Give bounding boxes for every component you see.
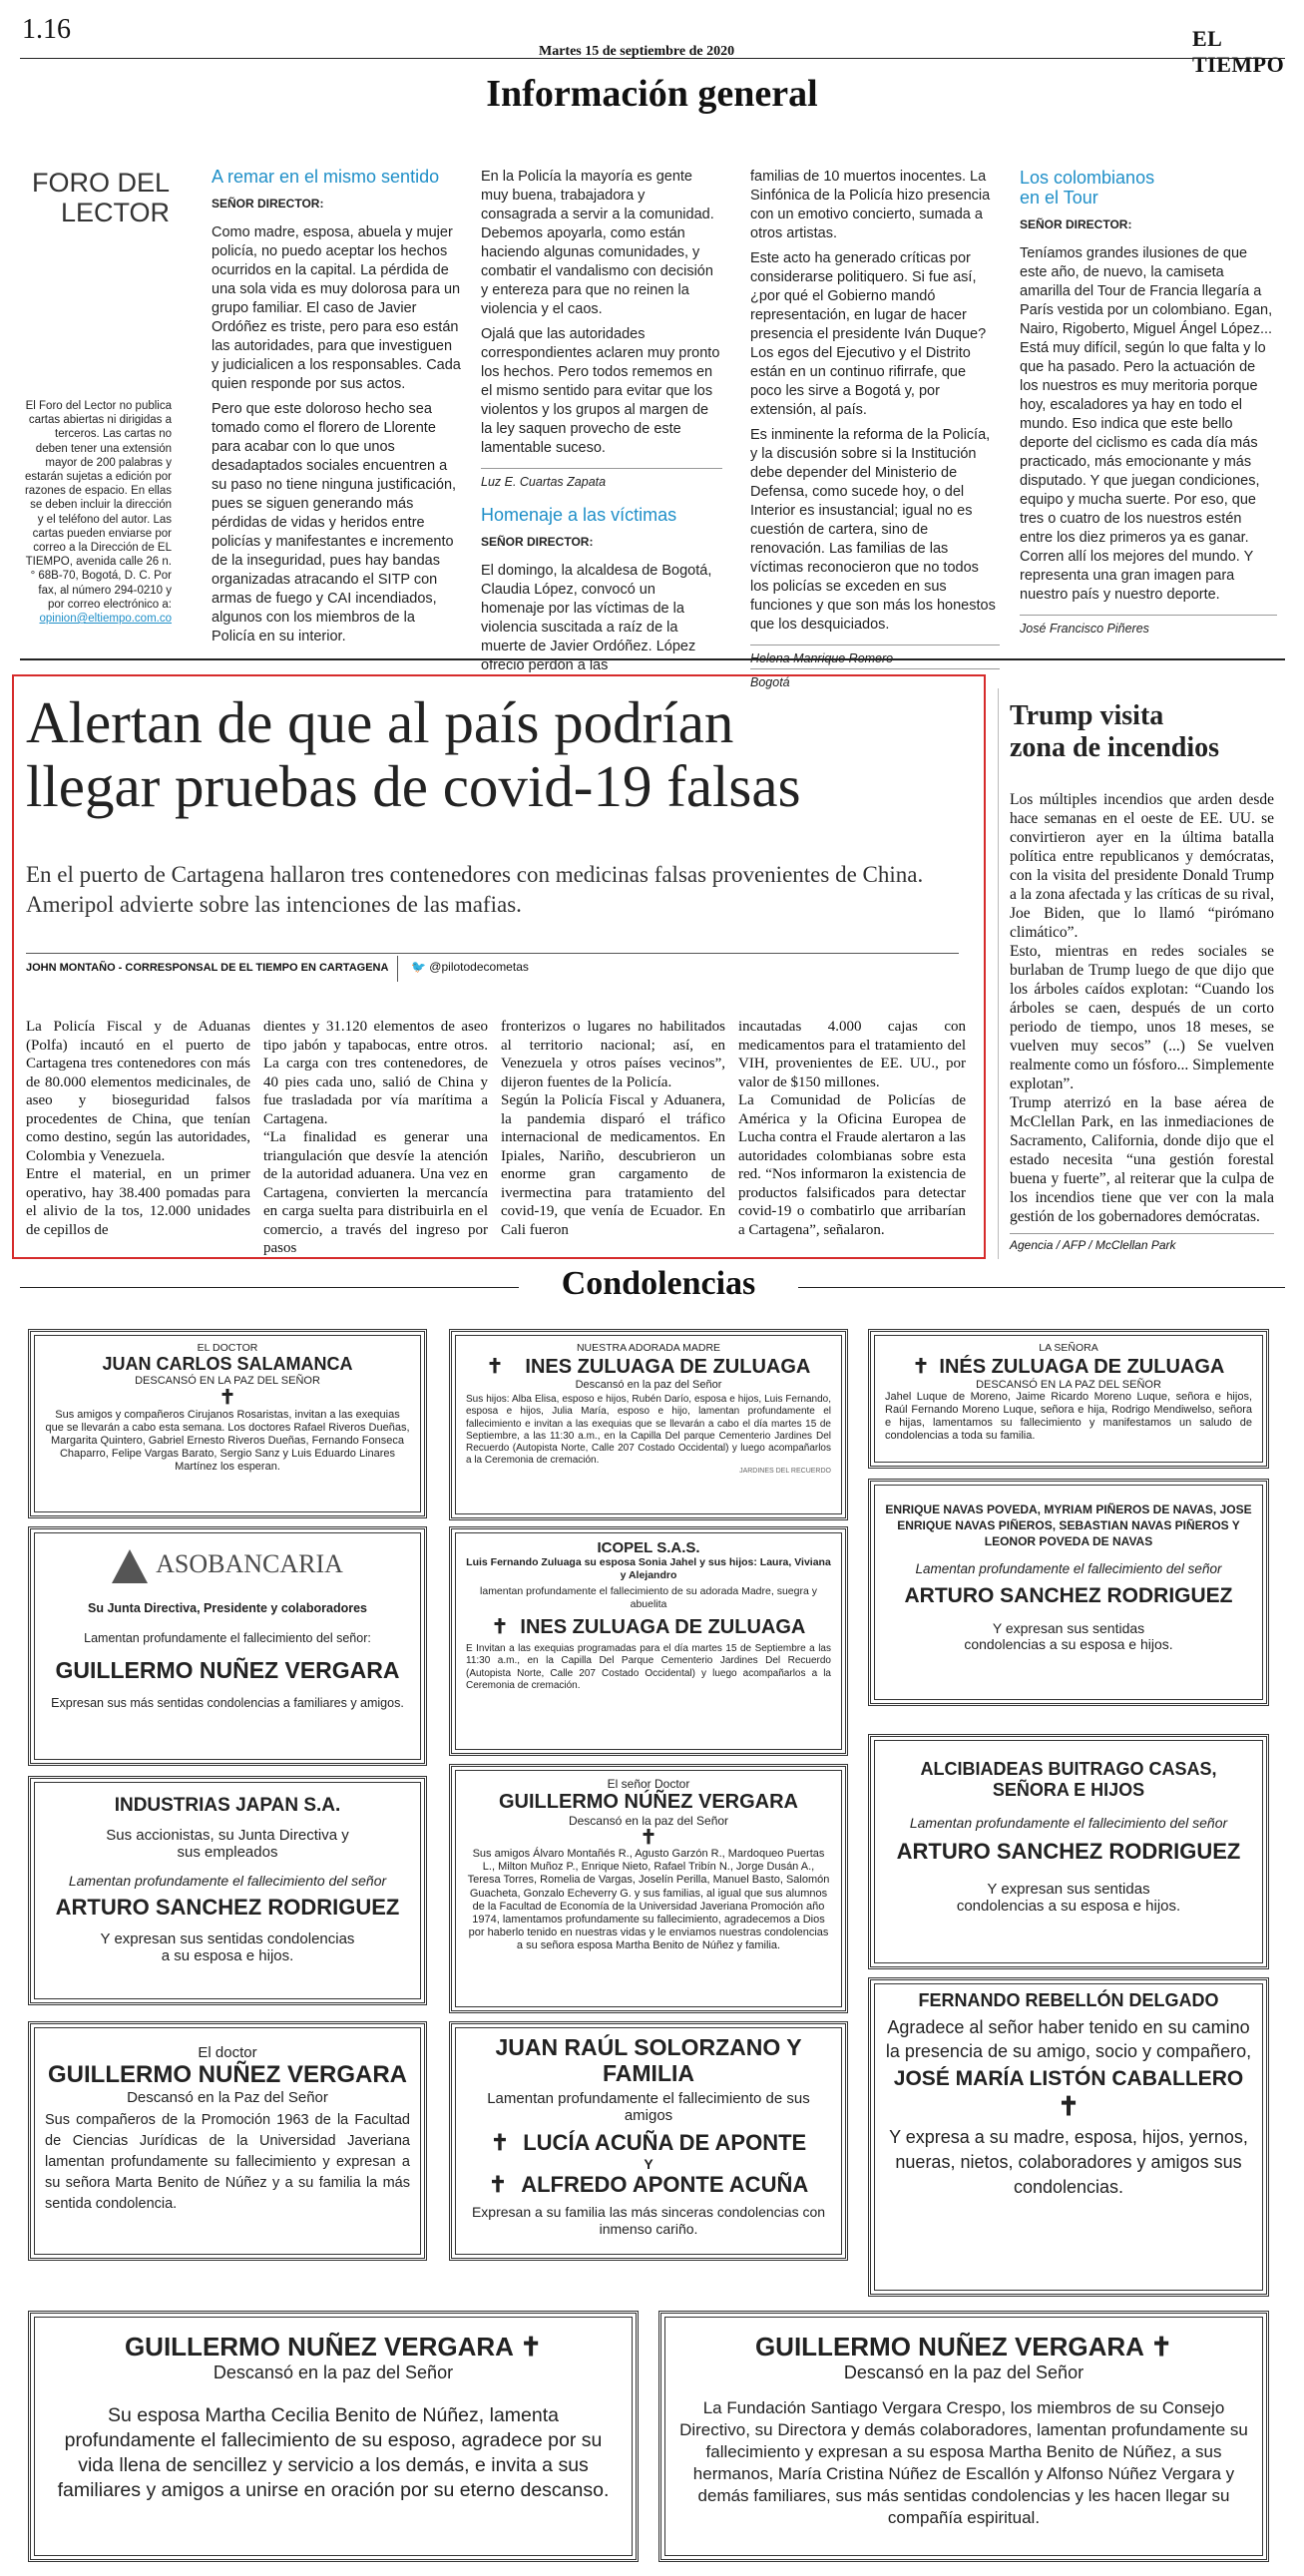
cond-pre: JUAN RAÚL SOLORZANO Y FAMILIA — [495, 2034, 802, 2086]
cond-pre: INDUSTRIAS JAPAN S.A. — [114, 1795, 341, 1816]
cond-pre: ICOPEL S.A.S. — [597, 1539, 700, 1556]
page-date: Martes 15 de septiembre de 2020 — [539, 44, 735, 59]
cross-icon: ✝ — [912, 1356, 930, 1378]
letter-signature: Luz E. Cuartas Zapata — [481, 468, 722, 492]
cross-icon: ✝ — [640, 1827, 657, 1849]
cond-sub: Descansó en la paz del Señor — [575, 1379, 722, 1391]
letter-paragraph: Teníamos grandes ilusiones de que este año, de nuevo, la camiseta amarilla del Tour de Francia llegaría a París vestida por un colombiano. Egan, Nairo, Rigoberto, Miguel Ángel López... Está muy difícil, según lo que falta y lo que ha pasado. Pero la actuación de los nuestros es muy meritoria porque hoy, escaladores ya hay en todo el mundo. Eso indica que este bello deporte del ciclismo es cada día más practicado, más emocionante y más disputado. Y que juegan condiciones, equipo y mucha suerte. Por eso, que tres o cuatro de los nuestros estén entre los diez primeros ya es ganar. Corren allí los mejores del mundo. Y representa una gran imagen para nuestro país y nuestro deporte. — [1020, 245, 1273, 603]
cond-sub: Descansó en la paz del Señor — [843, 2362, 1085, 2382]
cond-pre: El señor Doctor — [607, 1777, 690, 1791]
foro-title — [30, 168, 170, 227]
condolence-asobancaria — [28, 1526, 427, 1766]
page-number: 1.16 — [22, 14, 71, 45]
letter-paragraph: Pero que este doloroso hecho sea tomado como el florero de Llorente para acabar con lo que unos desadaptados sociales encuentren a su paso no tiene ninguna justificación, pues se siguen generando más pérdidas de vidas y heridos entre policías y manifestantes e incremento de la inseguridad, pues hay bandas organizadas atracando el SITP con armas de fuego y CAI incendiados, algunos con los miembros de la Policía en su interior. — [212, 401, 457, 644]
letter-city: Bogotá — [750, 668, 1000, 692]
jardines-logo: JARDINES DEL RECUERDO — [739, 1467, 831, 1475]
cond-line: Su Junta Directiva, Presidente y colaboradores — [88, 1601, 367, 1616]
asobancaria-triangle-icon — [112, 1549, 148, 1583]
cross-icon: ✝ — [488, 2172, 508, 2197]
article-byline: JOHN MONTAÑO - CORRESPONSAL DE EL TIEMPO EN CARTAGENA — [26, 962, 389, 974]
trump-body: Los múltiples incendios que arden desde hace semanas en el oeste de EE. UU. se convirtieron ayer en la última batalla política entre republicanos y demócratas, con la visita del presidente Donald Trump a la zona afectada y las críticas de su rival, Joe Biden, que lo llamó “pirómano climático”. Esto, mientras en redes sociales se burlaban de Trump luego de que dijo que los árboles caídos explotan: “Cuando los árboles se caen, después de un corto periodo de tiempo, unos 18 meses, se vuelven muy secos” (...) Se vuelven realmente como un fósforo... Simplemente explotan”. Trump aterrizó en la base aérea de McClellan Park, en las inmediaciones de Sacramento, California, donde dijo que el estado necesita “una gestión forestal buena y fuerte”, al reiterar que la culpa de los incendios tiene que ver con la mala gestión de los gobernadores demócratas. — [1010, 791, 1274, 1225]
cond-line: Y expresan sus sentidas condolencias a su esposa e hijos. — [956, 1881, 1181, 1915]
condolence-aponte — [449, 2021, 848, 2261]
article-col2: dientes y 31.120 elementos de aseo tipo jabón y tapabocas, entre otros. La carga con tres contenedores, de 40 pies cada uno, salió de China y fue trasladada por vía marítima a Cartagena. “La finalidad es generar una triangulación que desvíe la atención de la autoridad aduanera. Una vez en Cartagena, convierten la mercancía en carga suelta para distribuirla en el comercio, a través del ingreso por pasos — [263, 1019, 488, 1256]
cond-line: Agradece al señor haber tenido en su camino la presencia de su amigo, socio y compañero, — [885, 2017, 1252, 2061]
twitter-handle-text: @pilotodecometas — [429, 960, 529, 974]
headline-line2: llegar pruebas de covid-19 falsas — [26, 753, 801, 819]
cross-icon: ✝ — [1058, 2091, 1080, 2121]
cond-name-row: ✝ LUCÍA ACUÑA DE APONTE — [490, 2130, 807, 2155]
cond-line: Y expresan sus sentidas condolencias a su esposa e hijos. — [100, 1931, 355, 1964]
cond-sub: Descansó en la paz del Señor — [213, 2362, 454, 2382]
letter-paragraph: En la Policía la mayoría es gente muy buena, trabajadora y consagrada a servir a la comunidad. Debemos apoyarla, como están haciendo algunas comunidades, y combatir el vandalismo con decisión y entereza para que no reinen la violencia y el caos. — [481, 169, 714, 317]
cond-name-row: ✝ INES ZULUAGA DE ZULUAGA — [486, 1356, 811, 1378]
cond-line: Expresan sus más sentidas condolencias a familiares y amigos. — [51, 1696, 404, 1711]
cond-name: GUILLERMO NÚÑEZ VERGARA — [499, 1791, 798, 1813]
letter-paragraph: Es inminente la reforma de la Policía, y la discusión sobre si la Institución debe depender del Ministerio de Defensa, como sucede hoy, o del Interior es insustancial; igual no es cuestión de cartera, sino de renovación. Las familias de las víctimas reconocieron que no todos los policías se exceden en sus funciones y que son más los honestos que los desquiciados. — [750, 427, 996, 633]
cond-name-row: ✝ INÉS ZULUAGA DE ZULUAGA — [912, 1356, 1225, 1378]
letter-salutation: SEÑOR DIRECTOR: — [481, 535, 594, 549]
letter-title: Los colombianos en el Tour — [1020, 168, 1155, 208]
cond-sub: Descansó en la paz del Señor — [568, 1814, 729, 1828]
condolencias-rule-left — [20, 1287, 519, 1288]
condolence-salamanca — [28, 1329, 427, 1518]
letter-paragraph: Como madre, esposa, abuela y mujer policía, no puedo aceptar los hechos ocurridos en la capital. La pérdida de una sola vida es muy dolorosa para un grupo familiar. El caso de Javier Ordóñez es triste, pero para eso están las autoridades, para que investiguen y judicialicen a los responsables. Cada quien responde por sus actos. — [212, 224, 461, 392]
cond-sub: DESCANSÓ EN LA PAZ DEL SEÑOR — [976, 1379, 1161, 1391]
trump-credit: Agencia / AFP / McClellan Park — [1010, 1233, 1274, 1252]
letters-rule — [20, 658, 1285, 660]
cond-pre: ALCIBIADEAS BUITRAGO CASAS, SEÑORA E HIJOS — [920, 1759, 1217, 1800]
cond-line: Luis Fernando Zuluaga su esposa Sonia Jahel y sus hijos: Laura, Viviana y Alejandro — [466, 1556, 831, 1581]
article-col1: La Policía Fiscal y de Aduanas (Polfa) incautó en el puerto de Cartagena tres contenedores con más de 80.000 elementos medicinales, de aseo y bioseguridad falsos procedentes de China, que tenían como destino, según las autoridades, Colombia y Venezuela. Entre el material, en un primer operativo, hay 38.400 pomadas para el alivio de la tos, 12.000 unidades de cepillos de — [26, 1019, 250, 1238]
foro-title-line2: LECTOR — [60, 198, 170, 227]
cond-name: ARTURO SANCHEZ RODRIGUEZ — [896, 1839, 1241, 1864]
byline-divider — [397, 956, 398, 982]
cond-name: ARTURO SANCHEZ RODRIGUEZ — [55, 1895, 400, 1920]
cond-line: Lamentan profundamente el fallecimiento del señor — [909, 1815, 1228, 1831]
letter-a-remar — [212, 168, 461, 652]
cond-body: Sus compañeros de la Promoción 1963 de la Facultad de Ciencias Jurídicas de la Universidad Javeriana lamentan profundamente su fallecimiento y expresan a su señora Marta Benito de Núñez y a su familia la más sentida condolencia. — [45, 2112, 410, 2212]
cond-line: Y expresan sus sentidas condolencias a su esposa e hijos. — [964, 1620, 1173, 1652]
cond-name-row: GUILLERMO NUÑEZ VERGARA ✝ — [124, 2332, 543, 2361]
letter-homenaje-cont — [750, 168, 1000, 692]
letter-a-remar-cont — [481, 168, 722, 681]
twitter-icon: 🐦 — [411, 960, 426, 974]
cond-name: JUAN CARLOS SALAMANCA — [102, 1354, 353, 1374]
article-col4: incautadas 4.000 cajas con medicamentos para el tratamiento del VIH, provenientes de EE. UU., por valor de $150 millones. La Comunidad de Policías de América y la Oficina Europea de Lucha contra el Fraude alertaron a las autoridades colombianas sobre esta red. “Nos informaron la existencia de productos falsificados para detectar covid-19 o combatirlo que arribarían a Cartagena”, señalaron. — [738, 1019, 966, 1238]
cross-icon: ✝ — [486, 1356, 504, 1378]
cond-line: Sus accionistas, su Junta Directiva y sus empleados — [106, 1827, 349, 1861]
cond-body: Sus hijos: Alba Elisa, esposo e hijos, Rubén Darío, esposa e hijos, Luis Fernando, esposa e hijos, Julia María, esposo e hijo, lamentan profundamente el fallecimiento e invitan a las exequias que se llevarán a cabo el día martes 15 de Septiembre, a las 11:30 a.m., en la Capilla Del parque Cementerio Jardines Del Recuerdo (Autopista Norte, Calle 207 Costado Occidental) y luego acompañarlos a la Ceremonia de cremación. — [466, 1394, 831, 1467]
byline-rule — [26, 953, 959, 954]
foro-title-line1: FORO DEL — [31, 168, 170, 198]
letter-tour — [1020, 168, 1277, 639]
condolence-zuluaga-2 — [868, 1329, 1269, 1469]
cond-line: Lamentan profundamente el fallecimiento del señor — [915, 1561, 1222, 1576]
cross-icon: ✝ — [520, 2332, 543, 2361]
cond-body: Sus amigos y compañeros Cirujanos Rosaristas, invitan a las exequias que se llevarán a cabo esta semana. Los doctores Rafael Riveros Dueñas, Margarita Quintero, Gabriel Ernesto Riveros Dueñas, Fernando Fonseca Chaparro, Felipe Vargas Barato, Sergio Sanz y Luis Eduardo Linares Martínez los esperan. — [45, 1409, 410, 1473]
cond-name-row: ✝ INES ZULUAGA DE ZULUAGA — [491, 1616, 806, 1638]
letter-signature: José Francisco Piñeres — [1020, 615, 1277, 639]
foro-note — [22, 399, 172, 626]
cond-name: GUILLERMO NUÑEZ VERGARA — [55, 1657, 400, 1684]
cond-body: Jahel Luque de Moreno, Jaime Ricardo Moreno Luque, señora e hijos, Raúl Fernando Moreno Luque, señora e hija, Rodrigo Mendiwelso, señora e hijas, lamentamos su fallecimiento y manifestamos un saludo de condolencias a toda su familia. — [885, 1391, 1252, 1442]
condolencias-title: Condolencias — [561, 1265, 756, 1302]
condolence-navas — [868, 1479, 1269, 1706]
cond-body: E Invitan a las exequias programadas para el día martes 15 de Septiembre a las 11:30 a.m., en la Capilla Del Parque Cementerio Jardines Del Recuerdo (Autopista Norte, Calle 207 Costado Occidental) y luego acompañarlos a la Ceremonia de cremación. — [466, 1643, 831, 1691]
foro-note-text: El Foro del Lector no publica cartas abiertas ni dirigidas a terceros. Las cartas no deben tener una extensión mayor de 200 palabras y estarán sujetas a edición por razones de espacio. En ellas se deben incluir la dirección y el teléfono del autor. Las cartas pueden enviarse por correo a la Dirección de EL TIEMPO, avenida calle 26 n.° 68B-70, Bogotá, D. C. Por fax, al número 294-0210 y por correo electrónico a: — [24, 400, 172, 611]
cond-line: Expresan a su familia las más sinceras condolencias con inmenso cariño. — [471, 2204, 826, 2237]
cond-line: Lamentan profundamente el fallecimiento del señor — [68, 1873, 387, 1889]
cond-names: ENRIQUE NAVAS POVEDA, MYRIAM PIÑEROS DE NAVAS, JOSE ENRIQUE NAVAS PIÑEROS, SEBASTIAN NAVAS PIÑEROS Y LEONOR POVEDA DE NAVAS — [885, 1503, 1252, 1548]
cross-icon: ✝ — [218, 1387, 236, 1409]
cross-icon: ✝ — [491, 1616, 509, 1638]
cross-icon: ✝ — [490, 2130, 510, 2155]
condolence-nunez-javeriana — [28, 2021, 427, 2261]
cond-line: Lamentan profundamente el fallecimiento de sus amigos — [487, 2090, 810, 2124]
cond-pre: NUESTRA ADORADA MADRE — [576, 1342, 721, 1354]
cond-body: La Fundación Santiago Vergara Crespo, los miembros de su Consejo Directivo, su Directora y demás colaboradores, lamentan profundamente su fallecimiento y expresan a su esposa Martha Benito de Núñez, a sus hermanos, María Cristina Núñez de Escallón y Alfonso Núñez Vergara y demás familiares, sus más sentidas condolencias y les hacen llegar su compañía espiritual. — [679, 2398, 1248, 2527]
trump-headline-line1: Trump visita — [1010, 700, 1164, 731]
twitter-handle[interactable] — [411, 960, 529, 974]
condolence-japan — [28, 1776, 427, 2005]
letter-signature: Helena Manrique Romero — [750, 644, 1000, 668]
section-title: Información general — [486, 73, 818, 115]
article-col3: fronterizos o lugares no habilitados al territorio nacional; así, en Venezuela y otros países vecinos”, dijeron fuentes de la Policía. Según la Policía Fiscal y Aduanera, la pandemia disparó el tráfico internacional de medicamentos. En Ipiales, Nariño, descubrieron un enorme gran cargamento de ivermectina para tratamiento del covid-19, que venía de Ecuador. En Cali fueron — [501, 1019, 725, 1238]
condolence-zuluaga-1 — [449, 1329, 848, 1520]
condolence-nunez-amigos — [449, 1764, 848, 2013]
cond-name: GUILLERMO NUÑEZ VERGARA — [48, 2061, 407, 2088]
brand-logo: EL TIEMPO — [1192, 26, 1285, 77]
letter-title: A remar en el mismo sentido — [212, 167, 440, 187]
letter-paragraph: Este acto ha generado críticas por considerarse politiquero. Si fue así, ¿por qué el Gobierno mandó representación, en lugar de hacer presencia el presidente Iván Duque? Los egos del Ejecutivo y el Distrito están en un continuo rifirrafe, que poco les sirve a Bogotá y, por extensión, al país. — [750, 250, 987, 418]
header-rule — [20, 58, 1285, 59]
cond-name-row: GUILLERMO NUÑEZ VERGARA ✝ — [754, 2332, 1173, 2361]
condolence-buitrago — [868, 1734, 1269, 1969]
cond-name: JOSÉ MARÍA LISTÓN CABALLERO — [893, 2067, 1244, 2090]
condolence-icopel — [449, 1526, 848, 1756]
cond-line: Lamentan profundamente el fallecimiento del señor: — [84, 1631, 371, 1646]
trump-headline-line2: zona de incendios — [1010, 732, 1220, 763]
cond-line: Y expresa a su madre, esposa, hijos, yernos, nueras, nietos, colaboradores y amigos sus condolencias. — [889, 2127, 1248, 2197]
condolence-nunez-fundacion — [658, 2311, 1269, 2562]
cond-and: Y — [644, 2156, 653, 2172]
cond-sub: Descansó en la Paz del Señor — [127, 2089, 328, 2106]
letter-paragraph: familias de 10 muertos inocentes. La Sinfónica de la Policía hizo presencia con un emotivo concierto, sumada a otros artistas. — [750, 169, 991, 241]
cond-pre: EL DOCTOR — [197, 1342, 258, 1354]
cond-pre: LA SEÑORA — [1039, 1342, 1098, 1354]
cond-pre: FERNANDO REBELLÓN DELGADO — [918, 1990, 1219, 2010]
letter-salutation: SEÑOR DIRECTOR: — [212, 197, 324, 211]
cross-icon: ✝ — [1150, 2332, 1173, 2361]
letter-paragraph: El domingo, la alcaldesa de Bogotá, Claudia López, convocó un homenaje por las víctimas de la violencia suscitada a raíz de la muerte de Javier Ordóñez. López ofreció perdón a las — [481, 563, 712, 673]
asobancaria-logo: ASOBANCARIA — [45, 1549, 410, 1583]
cond-name-row: ✝ ALFREDO APONTE ACUÑA — [488, 2172, 809, 2197]
sidebar-divider — [998, 688, 999, 1259]
cond-body: Sus amigos Álvaro Montañés R., Agusto Garzón R., Mardoqueo Puertas L., Milton Muñoz P., Enrique Nieto, Rafael Tribín N., Jorge Dusán A., Teresa Torres, Romelia de Vargas, Joselín Perilla, Manuel Basto, Salomón Guacheta, Gonzalo Echeverry G. y sus familias, al igual que sus alumnos de la Facultad de Economía de la Universidad Javeriana Promoción año 1974, lamentamos profundamente su fallecimiento, agradecemos a Dios por haberlo tenido en nuestras vidas y le enviamos nuestras condolencias a su señora esposa Martha Benito de Núñez y familia. — [467, 1848, 830, 1952]
letter-paragraph: Ojalá que las autoridades correspondientes aclaren muy pronto los hechos. Pero todos rememos en el mismo sentido para evitar que los violentos y los grupos al margen de la ley saquen provecho de este lamentable suceso. — [481, 326, 720, 456]
foro-email-link[interactable]: opinion@eltiempo.com.co — [39, 613, 172, 626]
cond-line: lamentan profundamente el fallecimiento de su adorada Madre, suegra y abuelita — [480, 1585, 817, 1610]
condolence-nunez-esposa — [28, 2311, 639, 2562]
article-deck: En el puerto de Cartagena hallaron tres contenedores con medicinas falsas provenientes de China. Ameripol advierte sobre las intenciones de las mafias. — [26, 862, 924, 917]
cond-name: ARTURO SANCHEZ RODRIGUEZ — [904, 1584, 1233, 1607]
condolencias-rule-right — [798, 1287, 1285, 1288]
letter-salutation: SEÑOR DIRECTOR: — [1020, 217, 1132, 231]
trump-headline — [1010, 700, 1284, 764]
headline-line1: Alertan de que al país podrían — [26, 689, 734, 755]
cond-pre: El doctor — [198, 2044, 257, 2061]
cond-sub: DESCANSÓ EN LA PAZ DEL SEÑOR — [135, 1375, 320, 1387]
condolence-liston — [868, 1977, 1269, 2297]
cond-body: Su esposa Martha Cecilia Benito de Núñez, lamenta profundamente el fallecimiento de su esposo, agradece por su vida llena de sencillez y servicio a los demás, e invita a sus familiares y amigos a unirse en oración por su eterno descanso. — [57, 2404, 610, 2501]
letter-title: Homenaje a las víctimas — [481, 505, 677, 525]
article-headline — [26, 690, 974, 818]
